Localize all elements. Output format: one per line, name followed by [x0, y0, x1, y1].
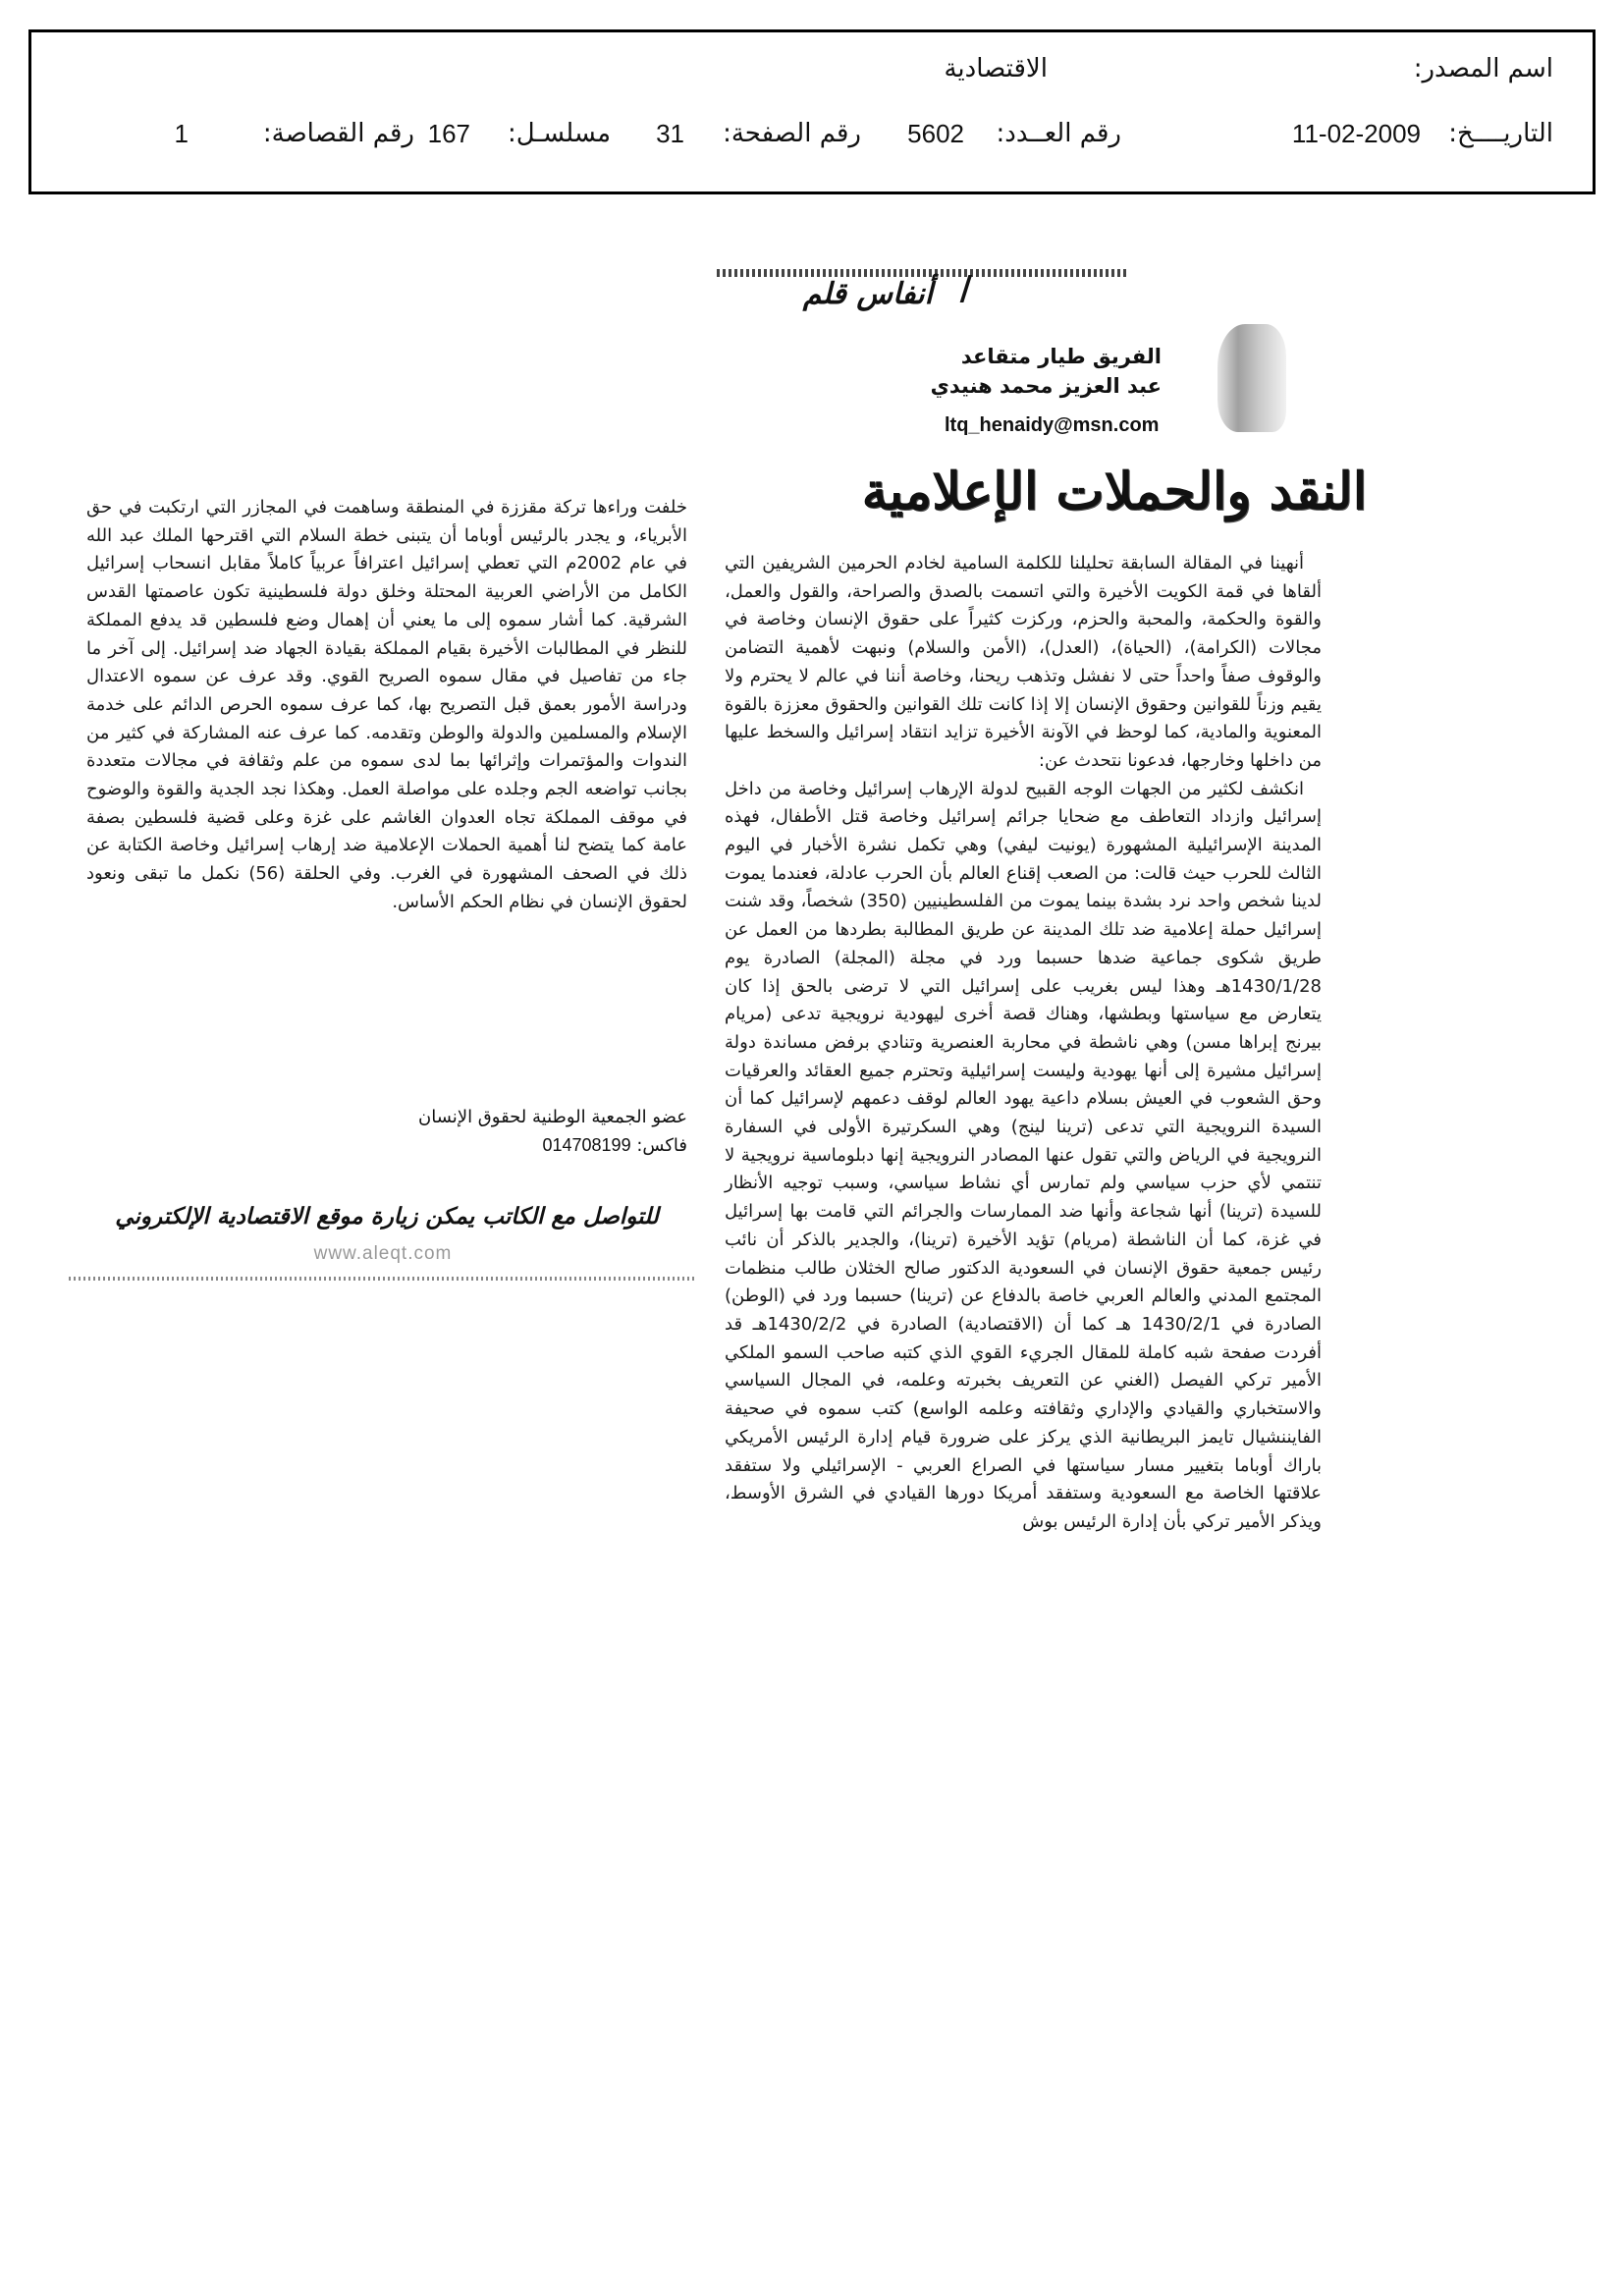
column-section-tag [717, 257, 1129, 316]
page-label: رقم الصفحة: [723, 119, 861, 148]
header-row-source [31, 54, 1593, 93]
membership-line: عضو الجمعية الوطنية لحقوق الإنسان [418, 1107, 687, 1127]
date-value: 11-02-2009 [1291, 119, 1421, 148]
section-dotted-bar [717, 269, 1129, 277]
paragraph-intro: أنهينا في المقالة السابقة تحليلنا للكلمة السامية لخادم الحرمين الشريفين التي ألقاها في قمة الكويت الأخيرة والتي اتسمت بالصدق والصراحة، والقول والعمل، والقوة والحكمة، والمحبة والحزم، وركزت كثيراً على حقوق الإنسان وخاصة في مجالات (الكرامة)، (الحياة)، (العدل)، (الأمن والسلام) ونبهت لأهمية التضامن والوقوف صفاً واحداً حتى لا نفشل وتذهب ريحنا، وخاصة أننا في عالم لا يحترم ولا يقيم وزناً للقوانين وحقوق الإنسان إلا إذا كانت تلك القوانين والحقوق معززة بالقوة المعنوية والمادية، كما لوحظ في الآونة الأخيرة تزايد انتقاد إسرائيل والسخط عليها من داخلها وخارجها، فدعونا نتحدث عن: [725, 553, 1322, 771]
author-photo [1217, 324, 1286, 432]
clip-label: رقم القصاصة: [262, 119, 414, 148]
article-column-left [86, 494, 687, 917]
issue-label: رقم العــدد: [996, 119, 1121, 148]
issue-value: 5602 [907, 119, 964, 148]
section-slash: / [959, 269, 972, 308]
paragraph-conclusion: خلفت وراءها تركة مقززة في المنطقة وساهمت في المجازر التي ارتكبت في حق الأبرياء، و يجدر بالرئيس أوباما أن يتبنى خطة السلام التي اقترحها الملك عبد الله في عام 2002م التي تعطي إسرائيل اعترافاً عربياً كاملاً مقابل انسحاب إسرائيل الكامل من الأراضي العربية المحتلة وخلق دولة فلسطينية تكون عاصمتها القدس الشرقية. كما أشار سموه إلى ما يعني أن إهمال وضع فلسطين قد يدفع المملكة للنظر في المطالبات الأخيرة بقيام المملكة بقيادة الجهاد ضد إسرائيل. إلى آخر ما جاء من تفاصيل في مقال سموه الصريح القوي. وقد عرف عن سموه الاعتدال ودراسة الأمور بعمق قبل التصريح بها، كما عرف سموه الحرص الدائم على خدمة الإسلام والمسلمين والدولة والوطن وتقدمه. كما عرف عنه المشاركة في كثير من الندوات والمؤتمرات وإثرائها بما لدى سموه من علم وثقافة في مجالات متعددة بجانب تواضعه الجم وجلده على مواصلة العمل. وهكذا نجد الجدية والقوة والوضوح في موقف المملكة تجاه العدوان الغاشم على غزة وعلى قضية فلسطين بصفة عامة كما يتضح لنا أهمية الحملات الإعلامية ضد إرهاب إسرائيل وخاصة الكتابة عن ذلك في الصحف المشهورة في الغرب. وفي الحلقة (56) نكمل ما تبقى ونعود لحقوق الإنسان في نظام الحكم الأساس. [86, 497, 688, 912]
fax-number: 014708199 [542, 1135, 631, 1155]
author-rank: الفريق طيار متقاعد [960, 345, 1162, 368]
author-block [867, 342, 1162, 401]
clip-value: 1 [174, 119, 189, 148]
source-value: الاقتصادية [944, 54, 1048, 83]
dotted-divider [69, 1277, 697, 1281]
source-label: اسم المصدر: [1413, 54, 1553, 83]
paragraph-israel: انكشف لكثير من الجهات الوجه القبيح لدولة الإرهاب إسرائيل وخاصة من داخل إسرائيل وازداد التعاطف مع ضحايا جرائم إسرائيل وخاصة قتل الأطفال، فهذه المدينة الإسرائيلية المشهورة (يونيت ليفي) وهي تكمل نشرة الأخبار في اليوم الثالث للحرب حيث قالت: من الصعب إقناع العالم بأن الحرب عادلة، فعندما يموت لدينا شخص واحد نرد بشدة بينما يموت من الفلسطينيين (350) شخصاً، وقد شنت إسرائيل حملة إعلامية ضد تلك المدينة عن طريق المطالبة بطردها من العمل عن طريق شكوى جماعية ضدها حسبما ورد في مجلة (المجلة) الصادرة يوم 1430/1/28هـ وهذا ليس بغريب على إسرائيل التي لا ترضى بالحق إذا كان يتعارض مع سياستها وبطشها، وهناك قصة أخرى ليهودية نرويجية تدعى (مريام بيرنج إبراها مسن) وهي ناشطة في محاربة العنصرية وتنادي برفض مساندة دولة إسرائيل مشيرة إلى أنها يهودية وليست إسرائيلية وتحترم جميع العقائد والعرقيات وحق الشعوب في العيش بسلام داعية يهود العالم لوقف دعمهم لإسرائيل كما أن السيدة النرويجية التي تدعى (ترينا لينج) وهي السكرتيرة الأولى في السفارة النرويجية في الرياض والتي تقول عنها المصادر النرويجية إنها دبلوماسية نرويجية لا تنتمي لأي حزب سياسي ولم تمارس أي نشاط سياسي، وسبب توجيه الأنظار للسيدة (ترينا) أنها شجاعة وأنها ضد الممارسات والجرائم التي قامت بها إسرائيل في غزة، كما أن الناشطة (مريام) تؤيد الأخيرة (ترينا)، والجدير بالذكر أن نائب رئيس جمعية حقوق الإنسان في السعودية الدكتور صالح الخثلان طالب منظمات المجتمع المدني والعالم العربي خاصة بالدفاع عن (ترينا) حسبما ورد في (الوطن) الصادرة في 1430/2/1 هـ كما أن (الاقتصادية) الصادرة في 1430/2/2هـ قد أفردت صفحة شبه كاملة للمقال الجريء القوي الذي كتبه صاحب السمو الملكي الأمير تركي الفيصل (الغني عن التعريف بخبرته وعلمه، في المجال السياسي والاستخباري والقيادي والإداري وثقافته وعلمه الواسع) كتب سموه في صحيفة الفايننشيال تايمز البريطانية الذي يركز على ضرورة قيام إدارة الرئيس الأمريكي باراك أوباما بتغيير مسار سياستها في الصراع العربي - الإسرائيلي ولا ستفقد علاقتها الخاصة مع السعودية وستفقد أمريكا دورها القيادي في الشرق الأوسط، ويذكر الأمير تركي بأن إدارة الرئيس بوش [725, 778, 1322, 1532]
serial-value: 167 [427, 119, 470, 148]
author-name: عبد العزيز محمد هنيدي [930, 374, 1162, 398]
author-signature [86, 1104, 687, 1160]
article-headline: النقد والحملات الإعلامية [861, 462, 1368, 521]
serial-label: مسلسـل: [508, 119, 611, 148]
author-email: ltq_henaidy@msn.com [945, 414, 1160, 436]
document-header [28, 29, 1596, 194]
fax-label: فاكس: [636, 1135, 687, 1156]
header-row-meta [31, 119, 1593, 158]
fax-line [86, 1131, 687, 1160]
website-link[interactable]: www.aleqt.com [313, 1243, 453, 1264]
contact-line: للتواصل مع الكاتب يمكن زيارة موقع الاقتصادية الإلكتروني [115, 1204, 659, 1230]
article-column-right [725, 550, 1322, 1537]
date-label: التاريــــخ: [1448, 119, 1553, 148]
section-label: أنفاس قلم [802, 277, 933, 311]
page-value: 31 [656, 119, 684, 148]
